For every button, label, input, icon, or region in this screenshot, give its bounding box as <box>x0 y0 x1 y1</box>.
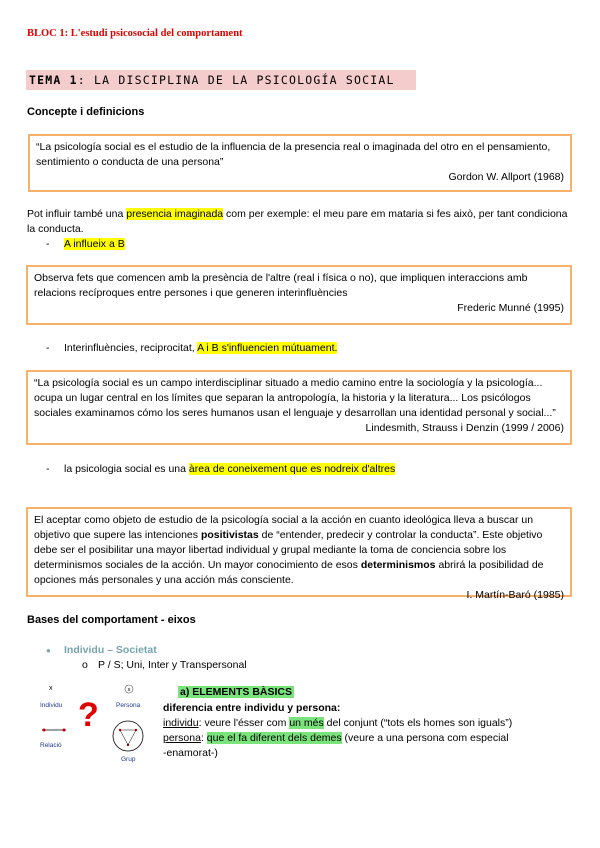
elements-subheading: diferencia entre individu y persona: <box>163 702 341 714</box>
quote-author: Frederic Munné (1995) <box>457 302 564 314</box>
quote-munne <box>26 265 572 325</box>
label-relacio: Relació <box>40 742 62 749</box>
bases-heading: Bases del comportament - eixos <box>27 614 196 626</box>
bullet-interinfluencies: - Interinfluències, reciprocitat, A i B s'influencien mútuament. <box>46 342 338 354</box>
label-individu: Individu <box>40 702 63 709</box>
elements-heading: a) ELEMENTS BÀSICS <box>180 686 293 698</box>
persona-icon <box>124 684 134 694</box>
line-persona: persona: que el fa diferent dels demes (veure a una persona com especial <box>163 732 509 744</box>
label-persona: Persona <box>116 702 141 709</box>
quote-author: I. Martín-Baró (1985) <box>466 589 564 601</box>
bullet-a-influeix: - A influeix a B <box>46 238 125 250</box>
concepte-heading: Concepte i definicions <box>27 106 145 118</box>
tema-label: TEMA 1 <box>29 73 78 87</box>
tema-title: TEMA 1: LA DISCIPLINA DE LA PSICOLOGÍA SOCIAL <box>26 70 416 90</box>
label-grup: Grup <box>121 756 136 763</box>
highlight-presencia: presencia imaginada <box>126 208 224 220</box>
list-item-individu-societat: ● Individu – Societat <box>46 644 157 656</box>
elements-diagram <box>40 682 165 767</box>
quote-text: El aceptar como objeto de estudio de la psicología social a la acción en cuanto ideológica lleva a buscar un objetivo que supere las intenciones positivistas de “entender, predecir y controlar la conducta”. Este objetivo debe ser el posibilitar una mayor libertad individual y grupal mediante la toma de conciencia sobre los determinismos sociales de la acción. Un mayor conocimiento de esos determinismos abrirá la posibilidad de opciones más personales y una acción más consciente. <box>34 514 544 586</box>
quote-allport <box>28 134 572 192</box>
relacio-arrow-icon <box>40 726 68 734</box>
line-enamorat: -enamorat-) <box>163 747 218 759</box>
bullet-area-coneixement: - la psicologia social es una àrea de coneixement que es nodreix d'altres <box>46 463 396 475</box>
grup-circle-icon <box>110 718 146 754</box>
svg-text:x: x <box>127 687 131 693</box>
sub-list-item: o P / S; Uni, Inter y Transpersonal <box>82 659 247 671</box>
paragraph-presencia: Pot influir també una presencia imaginada com per exemple: el meu pare em mataria si fes això, per tant condiciona la conducta. <box>27 208 568 235</box>
quote-text: Observa fets que comencen amb la presència de l'altre (real i física o no), que impliquen interaccions amb relacions recíproques entre persones i que generen interinfluències <box>34 272 528 299</box>
quote-author: Gordon W. Allport (1968) <box>448 171 564 183</box>
quote-martin-baro <box>26 507 572 601</box>
tema-text: LA DISCIPLINA DE LA PSICOLOGÍA SOCIAL <box>94 73 395 87</box>
bloc-title: BLOC 1: L'estudi psicosocial del comportament <box>27 28 243 39</box>
bullet-dot-icon: ● <box>46 646 51 655</box>
individu-mark: x <box>49 685 53 692</box>
line-individu: individu: veure l'ésser com un més del conjunt (“tots els homes son iguals”) <box>163 717 513 729</box>
quote-author: Lindesmith, Strauss i Denzin (1999 / 2006) <box>365 422 564 434</box>
quote-text: “La psicología social es un campo interdisciplinar situado a medio camino entre la sociología y la psicología... ocupa un lugar central en los límites que separan la antropología, la historia y la literatura... Los psicólogos sociales examinamos cómo los seres humanos usan el lenguaje y desarrollan una identidad personal y social...” <box>34 377 556 419</box>
question-mark-icon: ? <box>78 696 99 734</box>
quote-lindesmith <box>26 370 572 445</box>
quote-text: “La psicología social es el estudio de la influencia de la presencia real o imaginada del otro en el pensamiento, sentimiento o conducta de una persona” <box>36 141 551 168</box>
